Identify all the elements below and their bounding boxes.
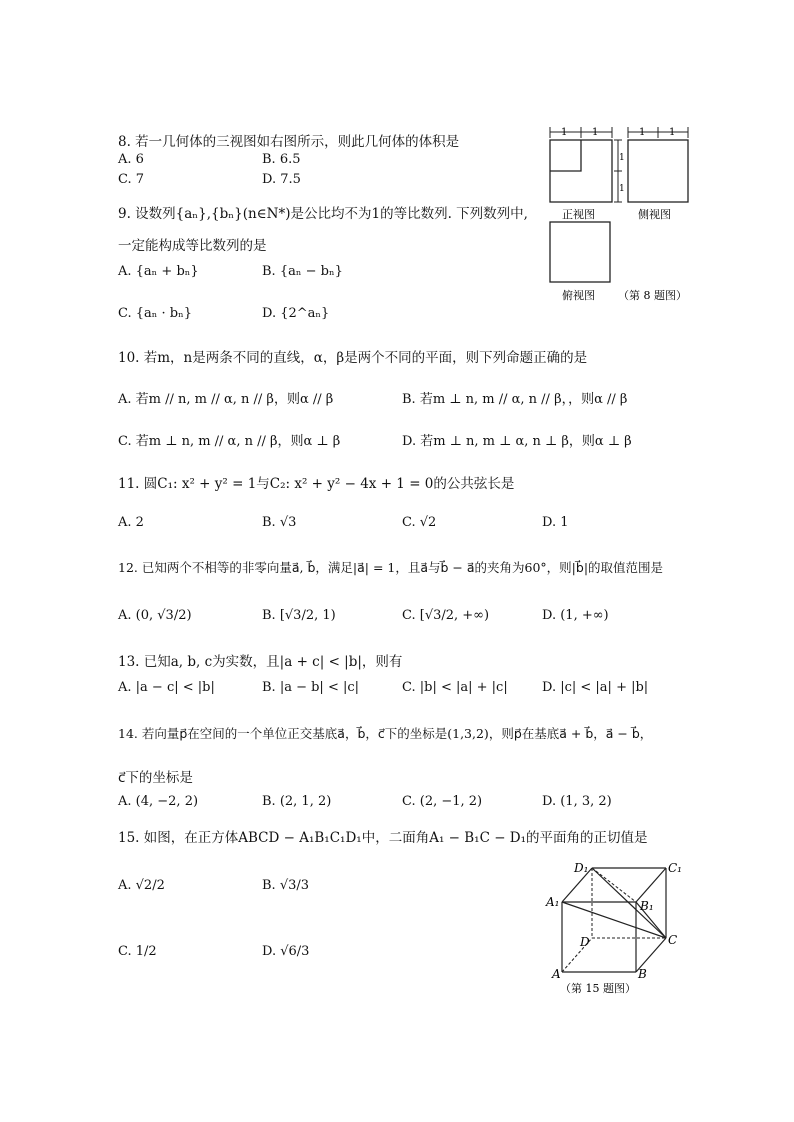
fig8-side-view	[628, 140, 688, 202]
q9-option-d: D. {2^aₙ}	[262, 306, 330, 321]
q13-option-c: C. |b| < |a| + |c|	[402, 680, 508, 695]
label-d1: D₁	[574, 861, 589, 875]
q13-stem: 13. 已知a, b, c为实数，且|a + c| < |b|，则有	[118, 654, 403, 670]
q9-stem-line1: 9. 设数列{aₙ},{bₙ}(n∈N*)是公比均不为1的等比数列. 下列数列中,	[118, 206, 528, 222]
label-b1: B₁	[640, 899, 654, 913]
q13-option-b: B. |a − b| < |c|	[262, 680, 360, 695]
q10-option-a: A. 若m // n, m // α, n // β，则α // β	[118, 392, 334, 407]
q9-option-b: B. {aₙ − bₙ}	[262, 264, 343, 279]
q15-option-b: B. √3/3	[262, 878, 310, 893]
q8-stem: 8. 若一几何体的三视图如右图所示，则此几何体的体积是	[118, 134, 460, 150]
fig8-label-top: 俯视图	[562, 289, 595, 302]
svg-text:1: 1	[639, 127, 646, 138]
q15-option-d: D. √6/3	[262, 944, 310, 959]
q14-option-d: D. (1, 3, 2)	[542, 794, 612, 809]
q10-option-b: B. 若m ⊥ n, m // α, n // β，，则α // β	[402, 392, 628, 407]
fig8-dim-side-top: 1	[619, 153, 625, 163]
q10-option-c: C. 若m ⊥ n, m // α, n // β，则α ⊥ β	[118, 434, 341, 449]
fig8-top-view	[550, 222, 610, 282]
label-c: C	[668, 933, 678, 947]
q11-option-c: C. √2	[402, 515, 437, 530]
q9-option-c: C. {aₙ · bₙ}	[118, 306, 193, 321]
label-d: D	[580, 935, 590, 949]
q14-option-c: C. (2, −1, 2)	[402, 794, 483, 809]
q12-option-a: A. (0, √3/2)	[118, 608, 192, 623]
label-a: A	[552, 967, 561, 981]
fig15-caption: （第 15 题图）	[560, 982, 636, 995]
fig8-label-front: 正视图	[562, 208, 595, 221]
fig8-label-side: 侧视图	[638, 208, 671, 221]
fig8-dim-top-right: 1	[592, 127, 599, 138]
q14-stem-line2: c⃗下的坐标是	[118, 770, 193, 786]
q8-three-view-figure	[540, 122, 700, 312]
fig8-dim-side-bottom: 1	[619, 184, 625, 194]
q14-option-b: B. (2, 1, 2)	[262, 794, 332, 809]
q15-option-a: A. √2/2	[118, 878, 165, 893]
q8-option-c: C. 7	[118, 172, 145, 187]
q11-option-a: A. 2	[118, 515, 144, 530]
q13-option-d: D. |c| < |a| + |b|	[542, 680, 649, 695]
svg-text:1: 1	[669, 127, 676, 138]
q9-option-a: A. {aₙ + bₙ}	[118, 264, 199, 279]
q12-option-b: B. [√3/2, 1)	[262, 608, 336, 623]
q11-stem: 11. 圆C₁: x² + y² = 1与C₂: x² + y² − 4x + 1 = 0的公共弦长是	[118, 476, 515, 492]
label-c1: C₁	[668, 861, 682, 875]
q8-option-b: B. 6.5	[262, 152, 301, 167]
q13-option-a: A. |a − c| < |b|	[118, 680, 215, 695]
q9-stem-line2: 一定能构成等比数列的是	[118, 238, 267, 254]
fig8-caption: （第 8 题图）	[618, 289, 687, 302]
label-a1: A₁	[546, 895, 560, 909]
q10-stem: 10. 若m，n是两条不同的直线，α，β是两个不同的平面，则下列命题正确的是	[118, 350, 588, 366]
q12-stem: 12. 已知两个不相等的非零向量a⃗, b⃗，满足|a⃗| = 1，且a⃗与b⃗ − a⃗的夹角为60°，则|b⃗|的取值范围是	[118, 560, 664, 575]
q10-option-d: D. 若m ⊥ n, m ⊥ α, n ⊥ β，则α ⊥ β	[402, 434, 632, 449]
q15-option-c: C. 1/2	[118, 944, 157, 959]
q12-option-c: C. [√3/2, +∞)	[402, 608, 490, 623]
q8-option-d: D. 7.5	[262, 172, 301, 187]
label-b: B	[638, 967, 647, 981]
q14-option-a: A. (4, −2, 2)	[118, 794, 199, 809]
q12-option-d: D. (1, +∞)	[542, 608, 609, 623]
q8-option-a: A. 6	[118, 152, 144, 167]
fig8-front-view	[550, 140, 612, 202]
fig8-dim-top-left: 1	[561, 127, 568, 138]
q11-option-d: D. 1	[542, 515, 569, 530]
q11-option-b: B. √3	[262, 515, 297, 530]
q15-cube-figure	[540, 852, 700, 998]
q14-stem-line1: 14. 若向量p⃗在空间的一个单位正交基底a⃗，b⃗，c⃗下的坐标是(1,3,2)，则p⃗在基底a⃗ + b⃗，a⃗ − b⃗，	[118, 726, 653, 741]
q15-stem: 15. 如图，在正方体ABCD − A₁B₁C₁D₁中，二面角A₁ − B₁C − D₁的平面角的正切值是	[118, 830, 648, 846]
